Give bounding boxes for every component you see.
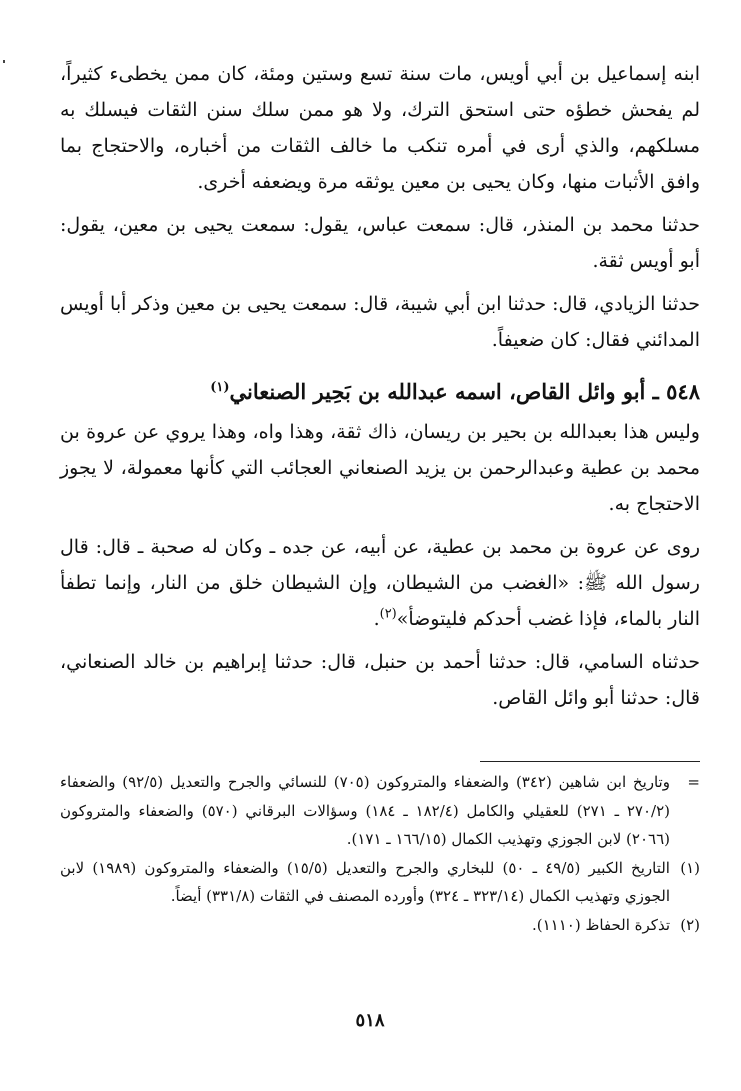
footnote-marker: = (687, 773, 700, 791)
hadith-tail: . (373, 608, 380, 630)
page-number: ٥١٨ (355, 1010, 385, 1031)
footnote-marker: (٢) (680, 915, 700, 934)
scan-edge-mark (3, 60, 5, 63)
paragraph-ibn-almundhir: حدثنا محمد بن المنذر، قال: سمعت عباس، يقول: سمعت يحيى بن معين، يقول: أبو أويس ثقة. (60, 214, 700, 272)
footnote-text: التاريخ الكبير (٤٩/٥ ـ ٥٠) للبخاري والجرح والتعديل (١٥/٥) والضعفاء والمتروكون (١٩٨٩) لابن الجوزي وتهذيب الكمال (٣٢٣/١٤ ـ ٣٢٤) وأورده المصنف في الثقات (٣٣١/٨) أيضاً. (60, 858, 670, 905)
footnote-1 (60, 854, 700, 911)
footnote-2 (60, 911, 700, 940)
footnote-continued (60, 768, 700, 854)
paragraph-ismail: ابنه إسماعيل بن أبي أويس، مات سنة تسع وستين ومئة، كان ممن يخطىء كثيراً، لم يفحش خطؤه حتى استحق الترك، ولا هو ممن سلك سنن الثقات فيسلك به مسلكهم، والذي أرى في أمره تنكب ما خالف الثقات من أخباره، والاحتجاج بما وافق الأثبات منها، وكان يحيى بن معين يوثقه مرة ويضعفه أخرى. (60, 63, 700, 193)
entry-heading (60, 372, 700, 412)
hadith-text: روى عن عروة بن محمد بن عطية، عن أبيه، عن جده ـ وكان له صحبة ـ قال: قال رسول الله ﷺ: «الغضب من الشيطان، وإن الشيطان خلق من النار، وإنما تطفأ النار بالماء، فإذا غضب أحدكم فليتوضأ» (60, 536, 700, 630)
footnote-ref-1: (١) (210, 380, 230, 395)
main-text (60, 56, 700, 723)
footnote-marker: (١) (680, 858, 700, 877)
entry-heading-text: ٥٤٨ ـ أبو وائل القاص، اسمه عبدالله بن بَحِير الصنعاني (229, 379, 700, 404)
paragraph-abdullah-bahir: وليس هذا بعبدالله بن بحير بن ريسان، ذاك ثقة، وهذا واه، وهذا يروي عن عروة بن محمد بن عطية وعبدالرحمن بن يزيد الصنعاني العجائب التي كأنها معمولة، لا يجوز الاحتجاج به. (60, 421, 700, 515)
footnote-text: وتاريخ ابن شاهين (٣٤٢) والضعفاء والمتروكون (٧٠٥) للنسائي والجرح والتعديل (٩٢/٥) والضعفاء (٢٧٠/٢ ـ ٢٧١) للعقيلي والكامل (١٨٢/٤ ـ ١٨٤) وسؤالات البرقاني (٥٧٠) والضعفاء والمتروكون (٢٠٦٦) لابن الجوزي وتهذيب الكمال (١٦٦/١٥ ـ ١٧١). (60, 773, 670, 848)
paragraph-hadith (60, 529, 700, 637)
paragraph-alziyadi: حدثنا الزيادي، قال: حدثنا ابن أبي شيبة، قال: سمعت يحيى بن معين وذكر أبا أويس المدائني فقال: كان ضعيفاً. (60, 293, 700, 351)
footnote-ref-2: (٢) (379, 606, 397, 622)
footnote-divider (480, 761, 700, 762)
footnote-text: تذكرة الحفاظ (١١١٠). (531, 915, 670, 934)
footnotes (60, 768, 700, 939)
paragraph-alsami: حدثناه السامي، قال: حدثنا أحمد بن حنبل، قال: حدثنا إبراهيم بن خالد الصنعاني، قال: حدثنا أبو وائل القاص. (60, 651, 700, 709)
